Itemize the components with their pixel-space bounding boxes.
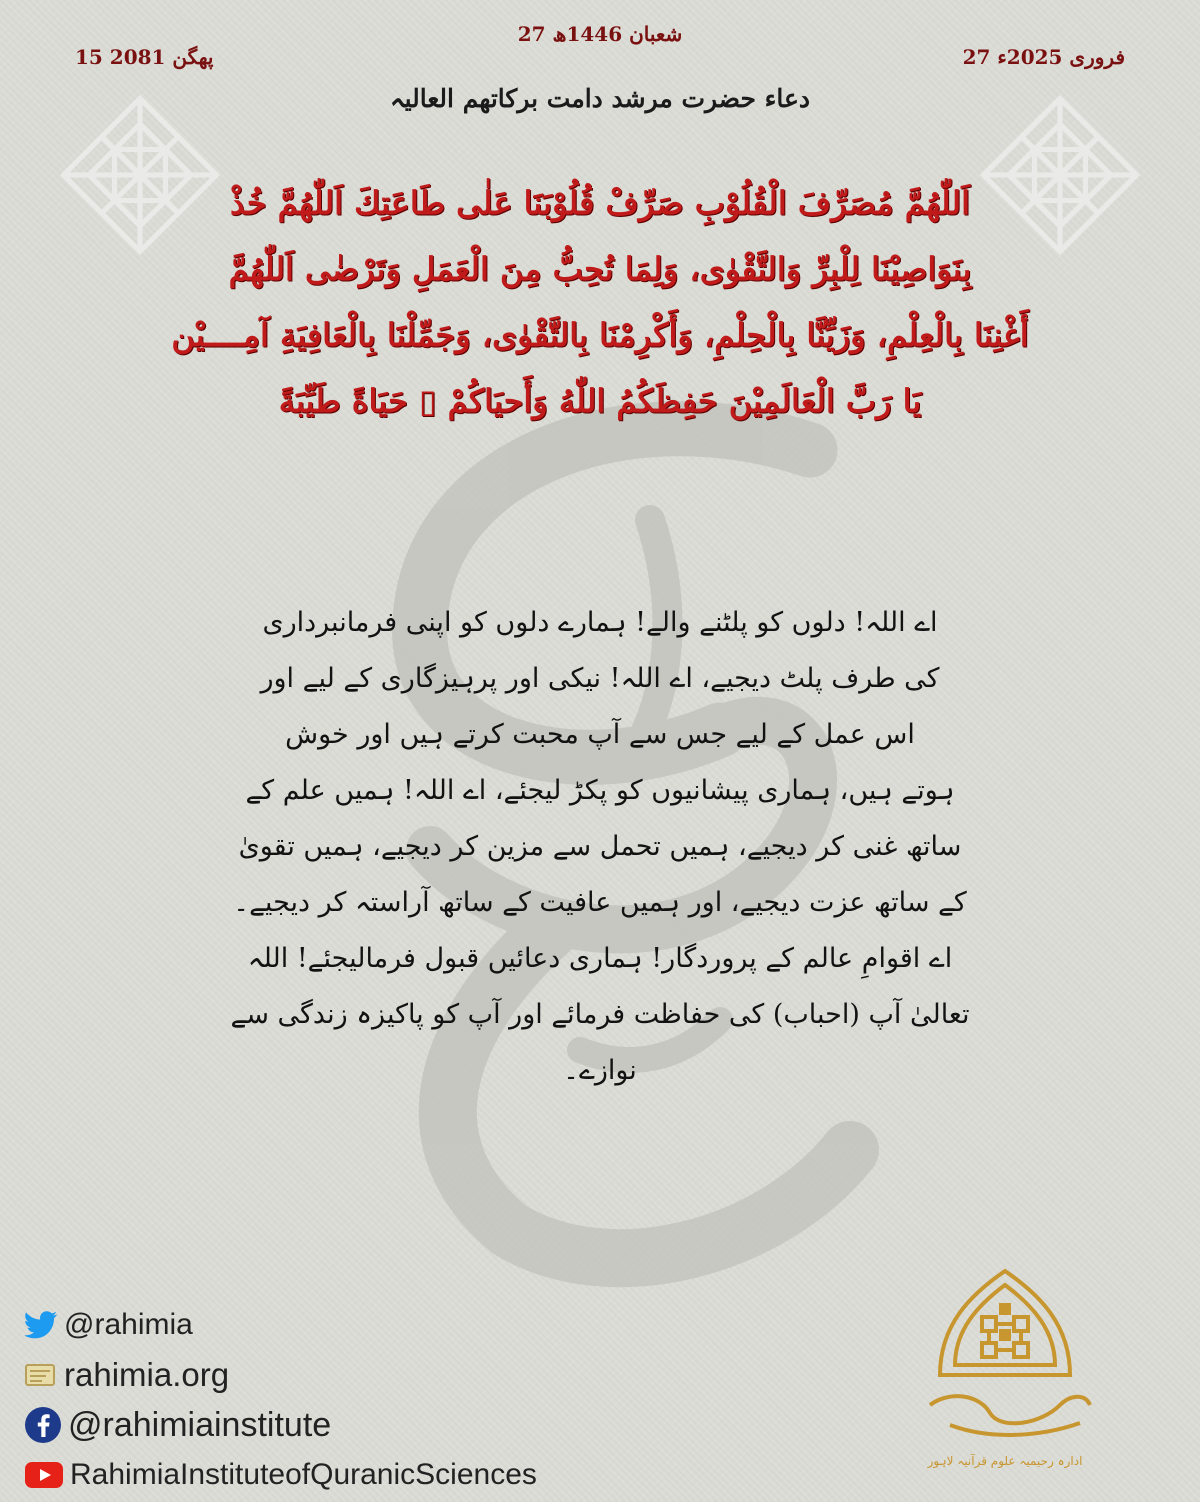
website-link[interactable] [24, 1352, 537, 1398]
arabic-dua-line: يَا رَبَّ الْعَالَمِيْنَ حَفِظَكُمُ اللّٰهُ وَأَحيَاكُمْ ▯ حَيَاةً طَيِّبَةً [278, 382, 922, 420]
twitter-icon [24, 1311, 58, 1339]
page-title: دعاء حضرت مرشد دامت برکاتھم العالیہ [389, 84, 811, 113]
urdu-line: ہوتے ہیں، ہماری پیشانیوں کو پکڑ لیجئے، اے اللہ! ہمیں علم کے [245, 775, 955, 806]
globe-icon [24, 1360, 58, 1390]
urdu-line: کی طرف پلٹ دیجیے، اے اللہ! نیکی اور پرہیزگاری کے لیے اور [260, 663, 940, 694]
facebook-icon [24, 1406, 62, 1444]
hijri-date: 27 شعبان 1446ھ [517, 22, 683, 46]
arabic-dua-line: بِنَوَاصِيْنَا لِلْبِرِّ وَالتَّقْوٰى، وَلِمَا تُحِبُّ مِنَ الْعَمَلِ وَتَرْضٰى اَللّٰهُمَّ [228, 250, 972, 288]
youtube-icon [24, 1460, 64, 1490]
youtube-channel: RahimiaInstituteofQuranicSciences [70, 1458, 537, 1491]
arabic-dua-line: اَللّٰهُمَّ مُصَرِّفَ الْقُلُوْبِ صَرِّفْ قُلُوْبَنَا عَلٰى طَاعَتِكَ اَللّٰهُمَّ خُذْ [229, 184, 971, 222]
website-url: rahimia.org [64, 1356, 230, 1393]
facebook-link[interactable] [24, 1402, 537, 1448]
social-links [24, 1302, 537, 1502]
urdu-line: تعالیٰ آپ (احباب) کی حفاظت فرمائے اور آپ کو پاکیزہ زندگی سے [230, 999, 970, 1030]
urdu-line: اے اللہ! دلوں کو پلٹنے والے! ہمارے دلوں کو اپنی فرمانبرداری [262, 607, 938, 638]
twitter-link[interactable] [24, 1302, 537, 1348]
urdu-line: اے اقوامِ عالم کے پروردگار! ہماری دعائیں قبول فرمالیجئے! اللہ [247, 943, 953, 974]
rahimia-logo [910, 1265, 1100, 1485]
urdu-translation [170, 595, 1030, 1099]
urdu-line: ساتھ غنی کر دیجیے، ہمیں تحمل سے مزین کر دیجیے، ہمیں تقویٰ [238, 831, 962, 862]
arabic-dua [90, 170, 1110, 434]
gregorian-date: 27 فروری 2025ء [962, 45, 1125, 69]
bikrami-date: 15 پھگن 2081 [75, 45, 214, 69]
twitter-handle: @rahimia [64, 1308, 193, 1341]
arabic-dua-line: أَغْنِنَا بِالْعِلْمِ، وَزَيِّنَّا بِالْحِلْمِ، وَأَكْرِمْنَا بِالتَّقْوٰى، وَجَمِّلْنَا بِالْعَافِيَةِ آمِــــيْن [171, 316, 1029, 354]
logo-tagline: ادارہ رحیمیہ علوم قرآنیہ لاہور [927, 1454, 1083, 1468]
urdu-line: اس عمل کے لیے جس سے آپ محبت کرتے ہیں اور خوش [285, 719, 915, 750]
youtube-link[interactable] [24, 1452, 537, 1498]
urdu-line: نوازے۔ [563, 1055, 637, 1086]
urdu-line: کے ساتھ عزت دیجیے، اور ہمیں عافیت کے ساتھ آراستہ کر دیجیے۔ [233, 887, 967, 918]
facebook-handle: @rahimiainstitute [68, 1405, 332, 1444]
